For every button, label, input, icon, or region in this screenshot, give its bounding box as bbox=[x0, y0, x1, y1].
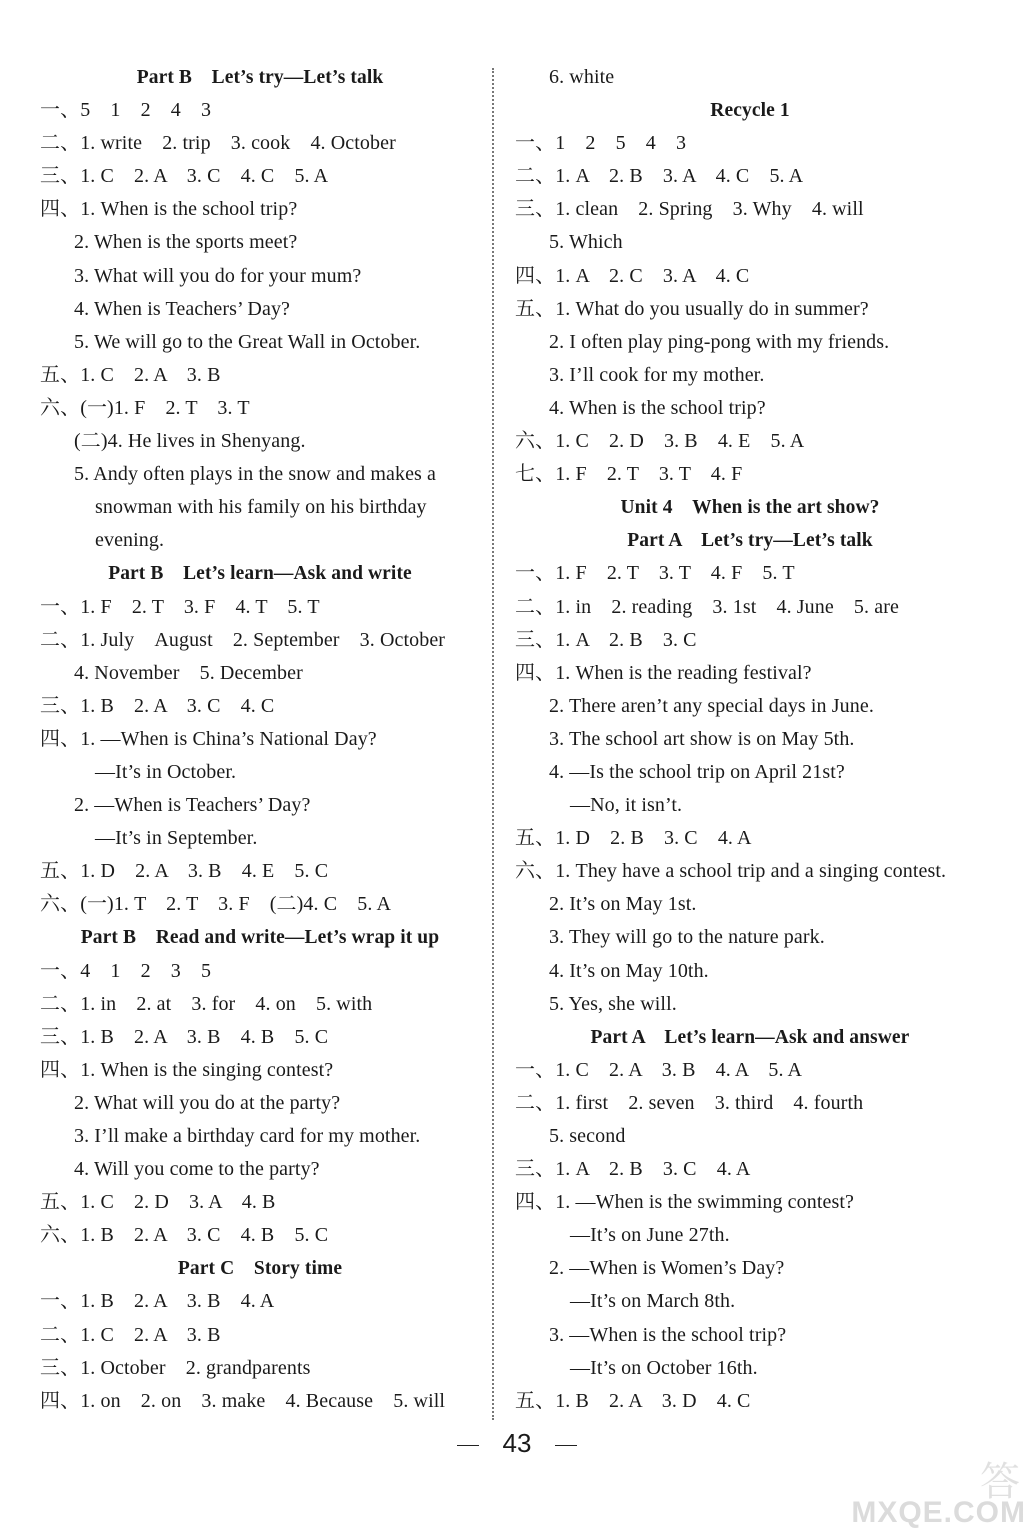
answer-line: 2. It’s on May 1st. bbox=[549, 893, 697, 916]
answer-line: 2. I often play ping-pong with my friends. bbox=[549, 330, 890, 353]
answer-line: 3. I’ll make a birthday card for my mother. bbox=[74, 1125, 421, 1147]
answer-line: 5. We will go to the Great Wall in October. bbox=[74, 330, 421, 353]
right-column bbox=[515, 61, 985, 1418]
section-heading: Part B Let’s learn—Ask and write bbox=[108, 563, 412, 585]
section-heading: Part A Let’s try—Let’s talk bbox=[627, 530, 873, 552]
answer-line: 三、1. clean 2. Spring 3. Why 4. will bbox=[515, 198, 864, 221]
answer-line: 二、1. in 2. reading 3. 1st 4. June 5. are bbox=[515, 595, 899, 618]
answer-line: 4. November 5. December bbox=[74, 661, 303, 684]
answer-line: 3. They will go to the nature park. bbox=[549, 926, 825, 949]
answer-line: 一、1. F 2. T 3. T 4. F 5. T bbox=[515, 562, 795, 585]
section-heading: Part B Let’s try—Let’s talk bbox=[136, 67, 384, 88]
answer-line: 四、1. on 2. on 3. make 4. Because 5. will bbox=[40, 1389, 446, 1412]
answer-line: 2. —When is Teachers’ Day? bbox=[74, 794, 311, 817]
answer-line: 一、1 2 5 4 3 bbox=[515, 132, 687, 155]
page-number-dash-left bbox=[457, 1445, 479, 1446]
answer-line: 五、1. D 2. B 3. C 4. A bbox=[515, 827, 752, 850]
answer-line: 3. —When is the school trip? bbox=[549, 1323, 787, 1346]
answer-line: 3. The school art show is on May 5th. bbox=[549, 727, 855, 750]
answer-line: 四、1. When is the school trip? bbox=[40, 198, 298, 221]
answer-line: 六、1. They have a school trip and a singing contest. bbox=[515, 860, 947, 883]
answer-line: 一、1. C 2. A 3. B 4. A 5. A bbox=[515, 1058, 803, 1081]
answer-line: 5. Which bbox=[549, 231, 623, 254]
answer-line: 一、1. B 2. A 3. B 4. A bbox=[40, 1290, 275, 1313]
watermark-text: MXQE.COM bbox=[851, 1496, 1026, 1529]
section-heading: Recycle 1 bbox=[710, 100, 790, 122]
answer-line: 一、4 1 2 3 5 bbox=[40, 959, 212, 982]
answer-line: 六、1. B 2. A 3. C 4. B 5. C bbox=[40, 1224, 329, 1247]
section-heading: Part B Read and write—Let’s wrap it up bbox=[80, 927, 440, 949]
answer-line: 二、1. write 2. trip 3. cook 4. October bbox=[40, 132, 396, 155]
answer-line: 七、1. F 2. T 3. T 4. F bbox=[515, 463, 743, 486]
answer-line: 一、1. F 2. T 3. F 4. T 5. T bbox=[40, 595, 320, 618]
answer-line: 二、1. C 2. A 3. B bbox=[40, 1323, 221, 1346]
page-number-dash-right bbox=[555, 1445, 577, 1446]
answer-line: 三、1. B 2. A 3. C 4. C bbox=[40, 694, 275, 717]
answer-line: 五、1. C 2. A 3. B bbox=[40, 363, 221, 386]
answer-line: 三、1. B 2. A 3. B 4. B 5. C bbox=[40, 1025, 329, 1048]
answer-line: 三、1. A 2. B 3. C 4. A bbox=[515, 1158, 751, 1181]
watermark-logo bbox=[851, 1450, 1026, 1530]
answer-line: 二、1. first 2. seven 3. third 4. fourth bbox=[515, 1091, 864, 1114]
answer-line: 3. I’ll cook for my mother. bbox=[549, 363, 765, 386]
answer-line: 5. Andy often plays in the snow and makes a bbox=[74, 463, 437, 486]
answer-line: 四、1. A 2. C 3. A 4. C bbox=[515, 264, 750, 287]
left-column bbox=[40, 61, 480, 1418]
answer-line: 二、1. A 2. B 3. A 4. C 5. A bbox=[515, 165, 804, 188]
answer-line: 4. When is the school trip? bbox=[549, 396, 766, 419]
watermark-icon: 答 bbox=[980, 1459, 1020, 1505]
answer-line: 四、1. —When is the swimming contest? bbox=[515, 1191, 855, 1214]
page-number bbox=[0, 1428, 1034, 1459]
answer-line: 三、1. October 2. grandparents bbox=[40, 1356, 311, 1379]
answer-line: 2. There aren’t any special days in June. bbox=[549, 694, 874, 717]
answer-line: 六、1. C 2. D 3. B 4. E 5. A bbox=[515, 430, 805, 453]
answer-line: 5. second bbox=[549, 1125, 626, 1147]
answer-line: 2. —When is Women’s Day? bbox=[549, 1257, 785, 1280]
answer-line: —It’s in October. bbox=[95, 760, 237, 783]
answer-line: 六、(一)1. F 2. T 3. T bbox=[40, 396, 250, 419]
section-heading: Part C Story time bbox=[177, 1258, 343, 1280]
answer-line: —It’s on March 8th. bbox=[570, 1290, 736, 1313]
answer-line: 六、(一)1. T 2. T 3. F (二)4. C 5. A bbox=[40, 893, 391, 916]
answer-line: 2. What will you do at the party? bbox=[74, 1091, 341, 1114]
section-heading: Unit 4 When is the art show? bbox=[620, 497, 880, 519]
column-divider bbox=[492, 68, 494, 1420]
answer-line: —It’s on June 27th. bbox=[570, 1224, 730, 1247]
answer-line: 五、1. C 2. D 3. A 4. B bbox=[40, 1191, 276, 1214]
answer-line: 5. Yes, she will. bbox=[549, 992, 677, 1015]
answer-line: 五、1. D 2. A 3. B 4. E 5. C bbox=[40, 860, 329, 883]
answer-line: (二)4. He lives in Shenyang. bbox=[74, 430, 306, 453]
answer-line: —No, it isn’t. bbox=[570, 794, 683, 817]
answer-line: 二、1. July August 2. September 3. October bbox=[40, 628, 446, 651]
answer-line: 3. What will you do for your mum? bbox=[74, 264, 362, 287]
answer-line: 2. When is the sports meet? bbox=[74, 231, 298, 254]
answer-line: 二、1. in 2. at 3. for 4. on 5. with bbox=[40, 992, 373, 1015]
answer-line: 4. When is Teachers’ Day? bbox=[74, 297, 291, 320]
answer-line: 五、1. B 2. A 3. D 4. C bbox=[515, 1389, 751, 1412]
answer-line: —It’s in September. bbox=[95, 827, 258, 850]
answer-line: 四、1. When is the reading festival? bbox=[515, 661, 812, 684]
section-heading: Part A Let’s learn—Ask and answer bbox=[590, 1026, 910, 1048]
answer-line: snowman with his family on his birthday bbox=[95, 496, 427, 519]
answer-line: 三、1. A 2. B 3. C bbox=[515, 628, 697, 651]
answer-line: 四、1. When is the singing contest? bbox=[40, 1058, 334, 1081]
answer-line: 4. It’s on May 10th. bbox=[549, 959, 709, 982]
answer-line: evening. bbox=[95, 529, 165, 552]
answer-line: 4. Will you come to the party? bbox=[74, 1158, 320, 1181]
answer-line: 6. white bbox=[549, 66, 615, 88]
page-number-text: 43 bbox=[502, 1428, 532, 1458]
answer-line: 4. —Is the school trip on April 21st? bbox=[549, 760, 845, 783]
answer-line: —It’s on October 16th. bbox=[570, 1356, 758, 1379]
answer-line: 三、1. C 2. A 3. C 4. C 5. A bbox=[40, 165, 329, 188]
answer-line: 四、1. —When is China’s National Day? bbox=[40, 727, 377, 750]
answer-line: 五、1. What do you usually do in summer? bbox=[515, 297, 869, 320]
answer-line: 一、5 1 2 4 3 bbox=[40, 99, 212, 122]
